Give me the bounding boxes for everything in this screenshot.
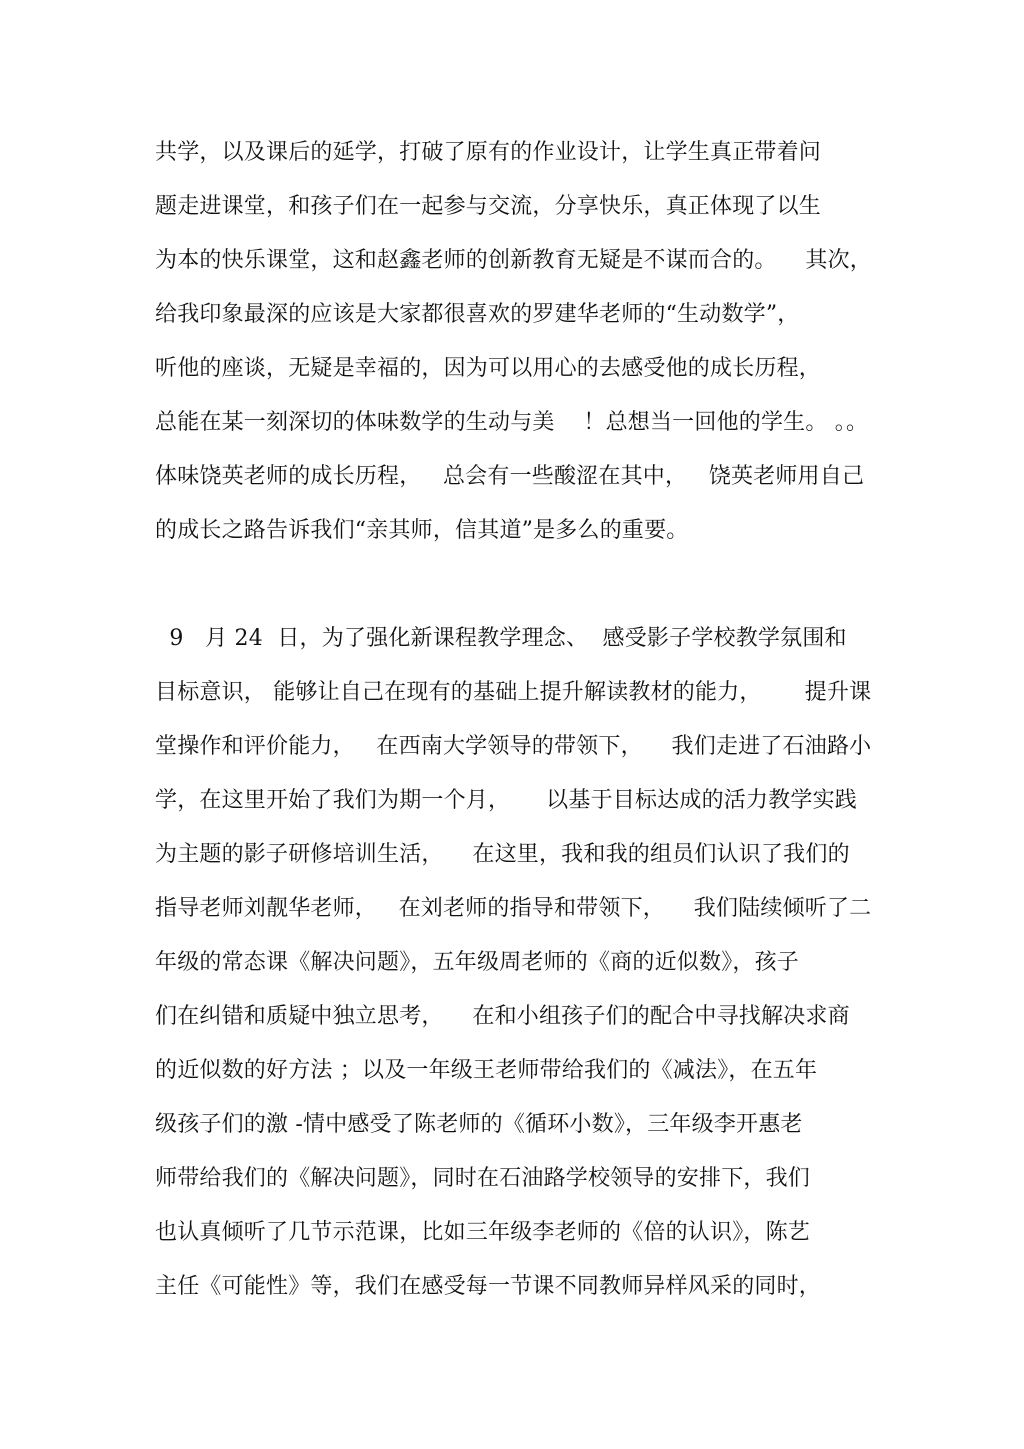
text-line: 听他的座谈，无疑是幸福的，因为可以用心的去感受他的成长历程， (155, 356, 822, 381)
text-line: 指导老师刘靓华老师， 在刘老师的指导和带领下， 我们陆续倾听了二 (155, 896, 872, 921)
text-line: 也认真倾听了几节示范课，比如三年级李老师的《倍的认识》，陈艺 (155, 1220, 811, 1245)
text-line: 共学，以及课后的延学，打破了原有的作业设计，让学生真正带着问 (155, 140, 822, 165)
text-line: 给我印象最深的应该是大家都很喜欢的罗建华老师的“生动数学”， (155, 302, 800, 327)
text-line: 的近似数的好方法 ；以及一年级王老师带给我们的《减法》，在五年 (155, 1058, 818, 1083)
text-line: 的成长之路告诉我们“亲其师，信其道”是多么的重要。 (155, 518, 689, 543)
text-line: 年级的常态课《解决问题》，五年级周老师的《商的近似数》，孩子 (155, 950, 800, 975)
text-line: 堂操作和评价能力， 在西南大学领导的带领下， 我们走进了石油路小 (155, 734, 872, 759)
text-line: 总能在某一刻深切的体味数学的生动与美 ！总想当一回他的学生。 。。 (155, 410, 869, 435)
text-line: 们在纠错和质疑中独立思考， 在和小组孩子们的配合中寻找解决求商 (155, 1004, 850, 1029)
text-line: 师带给我们的《解决问题》，同时在石油路学校领导的安排下，我们 (155, 1166, 811, 1191)
text-line: 目标意识， 能够让自己在现有的基础上提升解读教材的能力， 提升课 (155, 680, 872, 705)
text-line: 为本的快乐课堂，这和赵鑫老师的创新教育无疑是不谋而合的。 其次， (155, 248, 872, 273)
text-line: 9 月 24 日，为了强化新课程教学理念、 感受影子学校教学氛围和 (155, 626, 847, 651)
text-line: 为主题的影子研修培训生活， 在这里，我和我的组员们认识了我们的 (155, 842, 850, 867)
text-line: 题走进课堂，和孩子们在一起参与交流，分享快乐，真正体现了以生 (155, 194, 822, 219)
text-line: 体味饶英老师的成长历程， 总会有一些酸涩在其中， 饶英老师用自己 (155, 464, 865, 489)
text-line: 学，在这里开始了我们为期一个月， 以基于目标达成的活力教学实践 (155, 788, 857, 813)
text-line: 主任《可能性》等，我们在感受每一节课不同教师异样风采的同时， (155, 1274, 822, 1299)
text-line: 级孩子们的激 -情中感受了陈老师的《循环小数》，三年级李开惠老 (155, 1112, 803, 1137)
